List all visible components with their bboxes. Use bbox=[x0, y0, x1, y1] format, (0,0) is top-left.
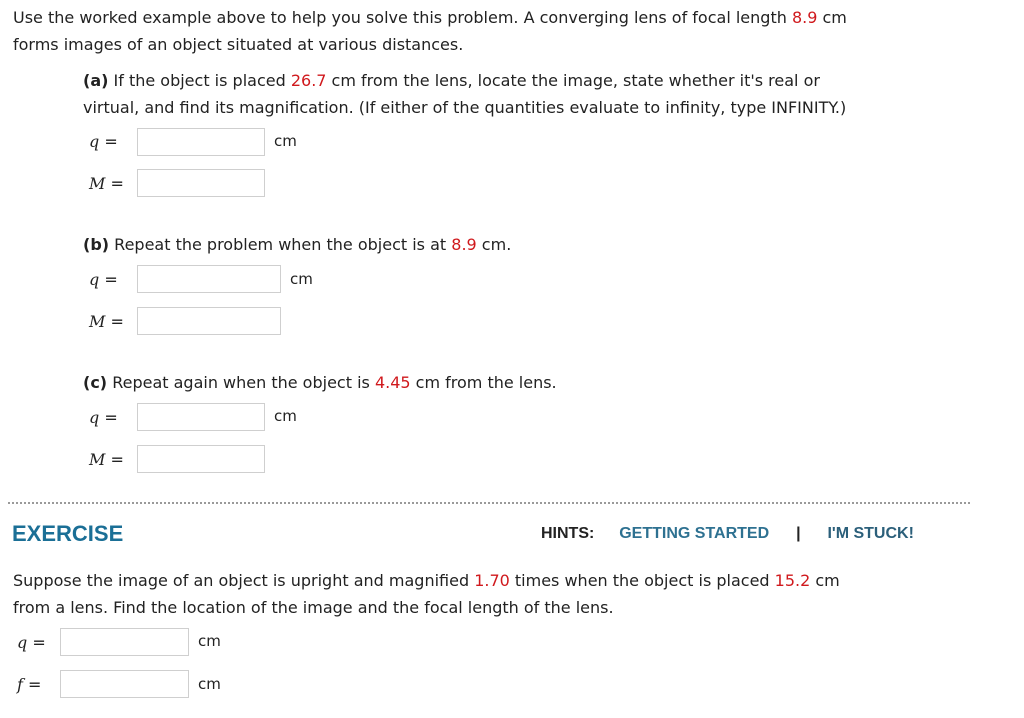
intro-unit: cm bbox=[817, 8, 847, 27]
part-c-q-label bbox=[89, 408, 118, 427]
intro-text-line2: forms images of an object situated at various distances. bbox=[13, 35, 464, 54]
part-c-label: (c) bbox=[83, 373, 108, 392]
part-a-text-post: cm from the lens, locate the image, state whether it's real or bbox=[326, 71, 820, 90]
section-divider bbox=[8, 502, 970, 504]
part-b-text-pre: Repeat the problem when the object is at bbox=[109, 235, 452, 254]
part-a-m-input[interactable] bbox=[137, 169, 265, 197]
exercise-text-pre: Suppose the image of an object is upright and magnified bbox=[13, 571, 475, 590]
m-symbol: M bbox=[89, 312, 106, 331]
part-a-label: (a) bbox=[83, 71, 109, 90]
hint-im-stuck-link[interactable]: I'M STUCK! bbox=[827, 525, 914, 542]
exercise-distance: 15.2 bbox=[774, 571, 811, 590]
exercise-question-line2: from a lens. Find the location of the image and the focal length of the lens. bbox=[13, 598, 614, 617]
exercise-q-label bbox=[17, 633, 46, 652]
exercise-f-label bbox=[17, 675, 41, 694]
equals-sign: = bbox=[104, 270, 118, 289]
part-c-text-pre: Repeat again when the object is bbox=[107, 373, 375, 392]
exercise-text-mid: times when the object is placed bbox=[509, 571, 775, 590]
part-b-q-input[interactable] bbox=[137, 265, 281, 293]
m-symbol: M bbox=[89, 174, 106, 193]
part-b-q-unit: cm bbox=[290, 270, 313, 288]
equals-sign: = bbox=[104, 132, 118, 151]
part-c-question bbox=[83, 370, 557, 396]
part-b-distance: 8.9 bbox=[451, 235, 477, 254]
equals-sign: = bbox=[110, 312, 124, 331]
part-b-question bbox=[83, 232, 511, 258]
part-a-q-input[interactable] bbox=[137, 128, 265, 156]
part-a-text-pre: If the object is placed bbox=[108, 71, 291, 90]
hints-label: HINTS: bbox=[541, 525, 595, 542]
part-c-m-label bbox=[89, 450, 124, 469]
equals-sign: = bbox=[110, 174, 124, 193]
equals-sign: = bbox=[110, 450, 124, 469]
part-c-distance: 4.45 bbox=[374, 373, 411, 392]
part-a-q-unit: cm bbox=[274, 132, 297, 150]
intro-text bbox=[13, 5, 847, 31]
part-c-m-input[interactable] bbox=[137, 445, 265, 473]
exercise-text-post: cm bbox=[810, 571, 840, 590]
equals-sign: = bbox=[104, 408, 118, 427]
part-a-q-label bbox=[89, 132, 118, 151]
exercise-question bbox=[13, 568, 840, 594]
focal-length-value: 8.9 bbox=[791, 8, 818, 27]
m-symbol: M bbox=[89, 450, 106, 469]
hint-getting-started-link[interactable]: GETTING STARTED bbox=[619, 525, 770, 542]
exercise-q-unit: cm bbox=[198, 632, 221, 650]
exercise-q-input[interactable] bbox=[60, 628, 189, 656]
part-a-question bbox=[83, 68, 820, 94]
hints-separator: | bbox=[796, 525, 801, 542]
part-c-q-unit: cm bbox=[274, 407, 297, 425]
part-b-m-input[interactable] bbox=[137, 307, 281, 335]
part-a-distance: 26.7 bbox=[290, 71, 327, 90]
q-symbol: q bbox=[17, 633, 28, 652]
part-a-m-label bbox=[89, 174, 124, 193]
exercise-f-unit: cm bbox=[198, 675, 221, 693]
q-symbol: q bbox=[89, 270, 100, 289]
intro-text-pre: Use the worked example above to help you solve this problem. A converging lens of focal length bbox=[13, 8, 792, 27]
part-b-m-label bbox=[89, 312, 124, 331]
exercise-title: EXERCISE bbox=[12, 521, 124, 546]
hints-bar bbox=[541, 525, 914, 543]
exercise-f-input[interactable] bbox=[60, 670, 189, 698]
q-symbol: q bbox=[89, 132, 100, 151]
part-b-text-post: cm. bbox=[476, 235, 512, 254]
part-c-q-input[interactable] bbox=[137, 403, 265, 431]
equals-sign: = bbox=[28, 675, 42, 694]
q-symbol: q bbox=[89, 408, 100, 427]
equals-sign: = bbox=[32, 633, 46, 652]
part-b-label: (b) bbox=[83, 235, 110, 254]
f-symbol: f bbox=[17, 675, 23, 694]
part-b-q-label bbox=[89, 270, 118, 289]
exercise-magnification: 1.70 bbox=[474, 571, 510, 590]
part-c-text-post: cm from the lens. bbox=[410, 373, 557, 392]
part-a-question-line2: virtual, and find its magnification. (If either of the quantities evaluate to infinity, type INFINITY.) bbox=[83, 98, 847, 117]
